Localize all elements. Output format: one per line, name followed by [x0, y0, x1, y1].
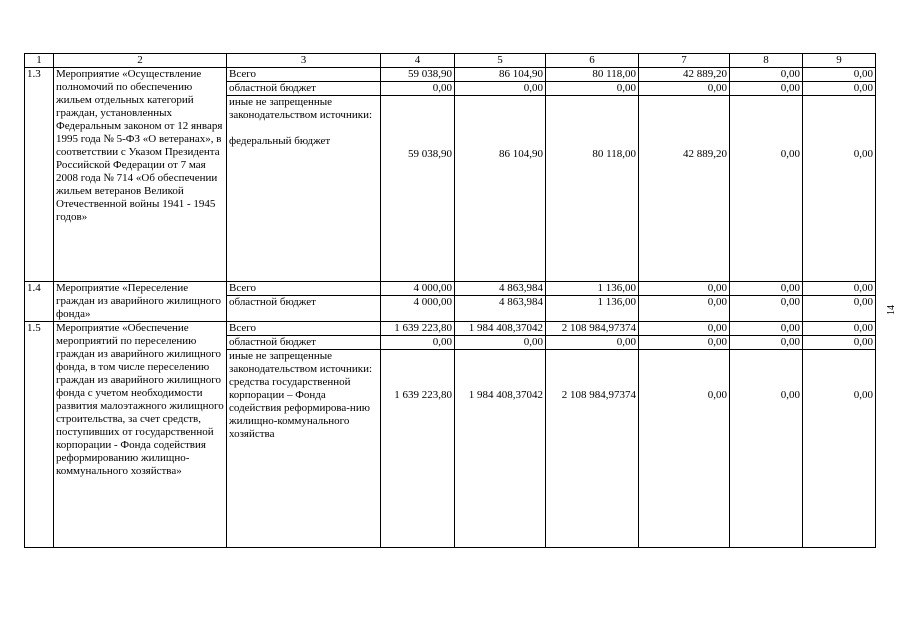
value-cell: 80 118,00	[546, 68, 639, 82]
value-cell: 59 038,90	[381, 68, 455, 82]
value-cell: 0,00	[639, 82, 730, 96]
value-cell: 0,00	[803, 282, 876, 296]
value-text: 1 984 408,37042	[468, 389, 543, 401]
value-cell: 0,00	[803, 68, 876, 82]
value-cell: 1 639 223,80	[381, 322, 455, 336]
value-text: 42 889,20	[683, 148, 727, 160]
table-row	[25, 322, 876, 336]
source-label: областной бюджет	[227, 336, 381, 350]
value-cell: 0,00	[730, 322, 803, 336]
value-cell: 4 863,984	[455, 296, 546, 322]
value-cell	[730, 350, 803, 548]
header-cell: 3	[227, 54, 381, 68]
source-label: средства государственной корпорации – Фонда содействия реформирова-нию жилищно-коммунального хозяйства	[229, 376, 370, 440]
source-cell	[227, 350, 381, 548]
table-row	[25, 68, 876, 82]
value-text: 0,00	[707, 389, 727, 401]
value-cell: 4 000,00	[381, 296, 455, 322]
value-cell: 0,00	[639, 282, 730, 296]
value-text: 0,00	[780, 389, 800, 401]
value-cell: 2 108 984,97374	[546, 322, 639, 336]
value-text: 59 038,90	[408, 148, 452, 160]
source-label: областной бюджет	[227, 296, 381, 322]
value-cell	[546, 96, 639, 282]
header-cell: 4	[381, 54, 455, 68]
value-text: 0,00	[853, 148, 873, 160]
value-cell: 0,00	[730, 296, 803, 322]
header-cell: 1	[25, 54, 54, 68]
header-cell: 8	[730, 54, 803, 68]
value-cell: 0,00	[730, 336, 803, 350]
value-cell	[730, 96, 803, 282]
source-cell	[227, 96, 381, 282]
row-name: Мероприятие «Обеспечение мероприятий по переселению граждан из аварийного жилищного фонда, в том числе переселению граждан из аварийного жилищного фонда с учетом необходимости развития малоэтажного жилищного строительства, за счет средств, поступивших от государственной корпорации - Фонда содействия реформированию жилищно-коммунального хозяйства»	[54, 322, 227, 548]
source-label: федеральный бюджет	[229, 135, 331, 147]
value-cell	[546, 350, 639, 548]
source-group-label: иные не запрещенные законодательством источники:	[229, 350, 373, 375]
value-cell: 0,00	[381, 336, 455, 350]
value-cell	[381, 96, 455, 282]
header-row	[25, 54, 876, 68]
value-cell: 1 136,00	[546, 296, 639, 322]
value-text: 80 118,00	[592, 148, 636, 160]
value-cell: 4 863,984	[455, 282, 546, 296]
value-cell	[639, 96, 730, 282]
value-text: 86 104,90	[499, 148, 543, 160]
header-cell: 2	[54, 54, 227, 68]
value-cell: 0,00	[639, 296, 730, 322]
value-cell: 86 104,90	[455, 68, 546, 82]
value-cell: 0,00	[381, 82, 455, 96]
row-id: 1.5	[25, 322, 54, 548]
value-cell	[803, 350, 876, 548]
header-cell: 9	[803, 54, 876, 68]
value-cell: 0,00	[803, 296, 876, 322]
value-cell: 0,00	[455, 82, 546, 96]
header-cell: 6	[546, 54, 639, 68]
value-cell: 0,00	[455, 336, 546, 350]
header-cell: 5	[455, 54, 546, 68]
value-cell: 42 889,20	[639, 68, 730, 82]
source-group-label: иные не запрещенные законодательством источники:	[229, 96, 373, 121]
value-cell: 0,00	[803, 336, 876, 350]
value-cell: 0,00	[803, 322, 876, 336]
page-number: 14	[886, 305, 897, 315]
value-cell: 0,00	[730, 82, 803, 96]
value-cell: 0,00	[730, 68, 803, 82]
value-cell: 1 984 408,37042	[455, 322, 546, 336]
value-text: 0,00	[780, 148, 800, 160]
value-cell: 0,00	[546, 336, 639, 350]
value-cell: 0,00	[730, 282, 803, 296]
source-label: Всего	[227, 68, 381, 82]
value-text: 0,00	[853, 389, 873, 401]
value-cell	[455, 350, 546, 548]
budget-table	[24, 53, 876, 548]
row-id: 1.4	[25, 282, 54, 322]
source-label: Всего	[227, 282, 381, 296]
value-cell: 0,00	[639, 322, 730, 336]
source-label: областной бюджет	[227, 82, 381, 96]
value-text: 2 108 984,97374	[561, 389, 636, 401]
value-cell	[381, 350, 455, 548]
table-row	[25, 282, 876, 296]
value-cell: 0,00	[639, 336, 730, 350]
value-cell: 0,00	[803, 82, 876, 96]
value-cell	[639, 350, 730, 548]
value-cell	[803, 96, 876, 282]
row-id: 1.3	[25, 68, 54, 282]
row-name: Мероприятие «Переселение граждан из аварийного жилищного фонда»	[54, 282, 227, 322]
row-name: Мероприятие «Осуществление полномочий по обеспечению жильем отдельных категорий граждан, установленных Федеральным законом от 12 января 1995 года № 5-ФЗ «О ветеранах», в соответствии с Указом Президента Российской Федерации от 7 мая 2008 года № 714 «Об обеспечении жильем ветеранов Великой Отечественной войны 1941 - 1945 годов»	[54, 68, 227, 282]
value-cell: 1 136,00	[546, 282, 639, 296]
value-cell	[455, 96, 546, 282]
value-text: 1 639 223,80	[394, 389, 452, 401]
value-cell: 4 000,00	[381, 282, 455, 296]
value-cell: 0,00	[546, 82, 639, 96]
source-label: Всего	[227, 322, 381, 336]
header-cell: 7	[639, 54, 730, 68]
